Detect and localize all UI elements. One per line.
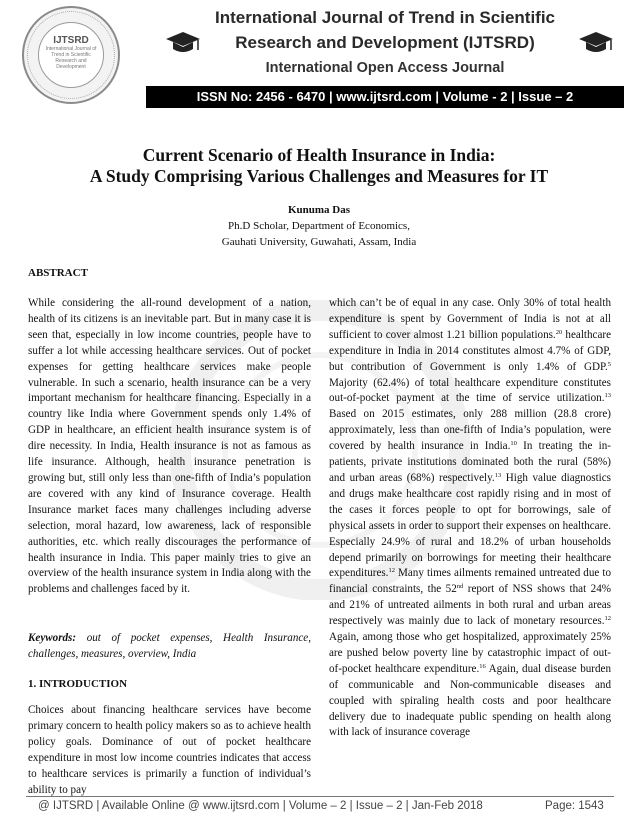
journal-name-line1: International Journal of Trend in Scientific	[214, 8, 556, 27]
text-run: Based on 2015 estimates, only 288 million (28.8 crore) approximately, less than one-fifth of India’s population, were covered by health insurance in India.	[329, 408, 611, 453]
introduction-heading: 1. INTRODUCTION	[28, 678, 128, 690]
journal-seal-icon	[22, 6, 120, 104]
citation-ref: 20	[555, 328, 563, 336]
abstract-heading: ABSTRACT	[28, 267, 88, 279]
paper-title-line1: Current Scenario of Health Insurance in India:	[142, 145, 496, 165]
journal-name-line2: Research and Development (IJTSRD)	[235, 33, 535, 52]
journal-subtitle: International Open Access Journal	[265, 60, 505, 76]
citation-ref: 10	[510, 440, 517, 448]
text-run: Majority (62.4%) of total healthcare expenditure constitutes out-of-pocket payment at the time of service utilization.	[329, 376, 611, 405]
citation-ref: 12	[604, 615, 611, 623]
introduction-text: Choices about financing healthcare services have become primary concern to health policy makers so as to achieve health policy goals. Dominance of out of pocket healthcare expenditure in most low income countries indicates that access to healthcare services is primarily a function of individual’s ability to pay	[28, 704, 311, 796]
seal-tagline: International Journal of Trend in Scientific Research and Development	[45, 46, 97, 70]
paper-title-line2: A Study Comprising Various Challenges and Measures for IT	[89, 166, 549, 186]
citation-ref: 13	[604, 392, 611, 400]
keywords-text: out of pocket expenses, Health Insurance, challenges, measures, overview, India	[28, 632, 311, 660]
text-run: Again, among those who get hospitalized, approximately 25% are pushed below poverty line by catastrophic impact of out-of-pocket healthcare expenditure.	[329, 631, 611, 675]
text-run: healthcare expenditure in India in 2014 constitutes almost 4.7% of GDP, but contribution of Government is only 1.4% of GDP.	[329, 328, 611, 373]
issn-bar: ISSN No: 2456 - 6470 | www.ijtsrd.com | Volume - 2 | Issue – 2	[146, 86, 624, 108]
text-run: which can’t be of equal in any case. Only 30% of total health expenditure is spent by Government of India is not at all sufficient to cover almost 1.21 billion populations.	[329, 297, 611, 341]
keywords-label: Keywords:	[28, 632, 77, 644]
ordinal-suffix: nd	[456, 583, 464, 591]
citation-ref: 5	[607, 360, 611, 368]
seal-center	[38, 22, 104, 88]
footer-divider	[26, 796, 614, 797]
right-column-text	[329, 296, 611, 741]
citation-ref: 12	[388, 567, 395, 575]
text-run: Again, dual disease burden of communicable and Non-communicable diseases and coupled with spiraling health costs and poor healthcare delivery due to inadequate public spending on health along with lack of insurance coverage	[329, 662, 612, 739]
abstract-text: While considering the all-round development of a nation, health of its citizens is an inevitable part. But in many case it is seen that, especially in low income countries, people have to suffer a lot while accessing healthcare services. Out of pocket expenses for getting healthcare services make people vulnerable. In such a scenario, health insurance can be a very important mechanism for healthcare financing. Especially in a country like India where Government spends only 1.4% of GDP in healthcare, an efficient health insurance system is of dire necessity. In India, Health insurance is not as famous as life insurance. Although, health insurance penetration is growing but, still only less than one-fifth of India’s population are covered with any kind of Insurance coverage. Health Insurance market faces many challenges including adverse selection, moral hazard, low awareness, lack of responsible authorities, etc. which really discourages the performance of health insurance in India. This paper mainly tries to give an overview of the health insurance system in India along with the problems and challenges faced by it.	[28, 297, 311, 596]
text-run: Many times ailments remained untreated due to financial constraints, the 52	[329, 567, 611, 596]
text-run: High value diagnostics and drugs make healthcare cost rapidly rising and in most of the cases it forces people to opt for borrowings, sale of physical assets in order to support their expenses on healthcare. Especially 24.9% of rural and 18.2% of urban households depend primarily on borrowings for meeting their healthcare expenditures.	[329, 471, 611, 580]
page-number: Page: 1543	[545, 800, 604, 812]
text-run: report of NSS shows that 24% and 21% of untreated ailments in both rural and urban areas respectively was mainly due to lack of monetary resources.	[329, 583, 611, 628]
author-name: Kunuma Das	[287, 204, 351, 216]
footer-citation: @ IJTSRD | Available Online @ www.ijtsrd.com | Volume – 2 | Issue – 2 | Jan-Feb 2018	[38, 800, 483, 812]
citation-ref: 13	[494, 471, 502, 479]
author-affiliation-line2: Gauhati University, Guwahati, Assam, India	[221, 236, 417, 248]
author-affiliation-line1: Ph.D Scholar, Department of Economics,	[228, 220, 410, 232]
abstract-body	[28, 296, 311, 598]
right-column-paragraph	[329, 296, 611, 741]
seal-brand: IJTSRD	[53, 35, 89, 46]
citation-ref: 16	[479, 662, 486, 670]
keywords	[28, 631, 311, 663]
text-run: In treating the in-patients, private institutions dominated both the rural (58%) and urban areas (68%) respectively.	[329, 440, 611, 484]
